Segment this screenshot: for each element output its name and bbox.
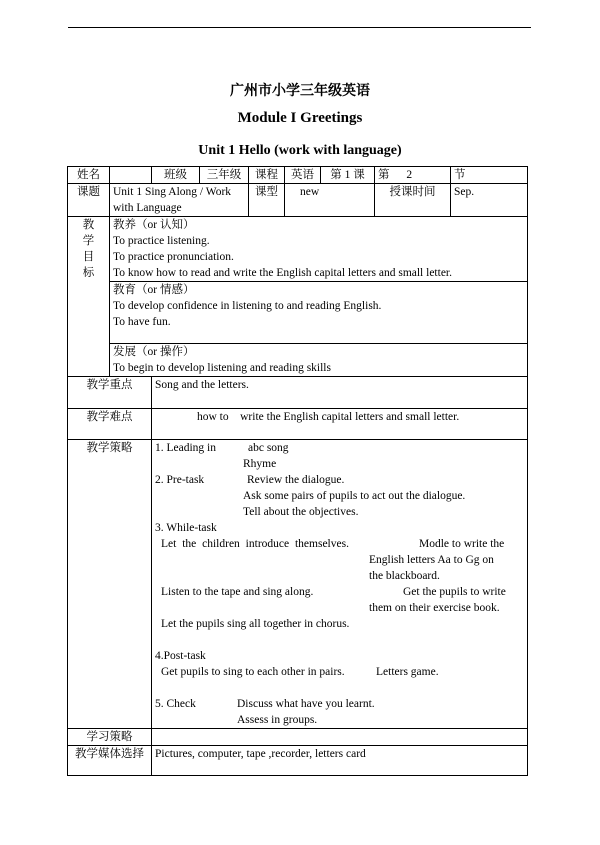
objectives-label-char: 目 [82,251,95,263]
step-activity: Assess in groups. [237,714,318,726]
objective-line: To practice pronunciation. [113,251,234,263]
whiletask-line [155,568,524,584]
step-activity: Get the pupils to write [403,586,506,598]
class-label: 班级 [152,167,200,184]
posttask-line [155,664,524,680]
class-value: 三年级 [200,167,249,184]
whiletask-line [155,616,524,632]
whiletask-line [155,520,524,536]
step-activity: abc song [248,442,289,454]
course-value: 英语 [285,167,321,184]
lesson-value: 第 1 课 [321,167,375,184]
step-activity: Ask some pairs of pupils to act out the dialogue. [243,490,466,502]
period-suffix: 节 [451,167,528,184]
topic-value [110,184,249,217]
step-activity: Get pupils to sing to each other in pairs. [161,666,345,678]
key-points-value: Song and the letters. [152,377,528,409]
name-value [110,167,152,184]
strategy-label: 教学策略 [68,440,152,729]
whiletask-line [155,584,524,600]
whiletask-line [155,600,524,616]
objective-knowledge [110,217,528,282]
step-activity: Let the children introduce themselves. [161,538,349,550]
pretask-line [155,488,524,504]
whiletask-line [155,552,524,568]
step-activity: the blackboard. [369,570,440,582]
objective-line: To practice listening. [113,235,210,247]
objectives-label [68,217,110,377]
spacer [155,632,524,648]
leading-line [155,440,524,456]
objectives-label-char: 标 [82,267,95,279]
objective-heading: 教养（or 认知） [113,219,195,231]
pretask-line [155,504,524,520]
difficulties-label: 教学难点 [68,409,152,440]
media-value: Pictures, computer, tape ,recorder, letters card [152,746,528,776]
period-prefix: 第 [378,169,390,181]
step-label: 3. While-task [155,522,217,534]
objectives-label-char: 学 [82,235,95,247]
strategy-row [68,440,528,729]
objective-emotion-row [68,282,528,344]
school-title: 广州市小学三年级英语 [230,84,370,99]
topic-label: 课题 [68,184,110,217]
period-cell [375,167,451,184]
name-label: 姓名 [68,167,110,184]
objective-line: To develop confidence in listening to and reading English. [113,300,382,312]
difficulties-text: how to write the English capital letters and small letter. [197,411,460,423]
objective-heading: 教育（or 情感） [113,284,195,296]
step-activity: Letters game. [376,666,439,678]
topic-line: with Language [113,202,182,214]
topic-line: Unit 1 Sing Along / Work [113,186,232,198]
learning-strategy-label: 学习策略 [68,729,152,746]
step-activity: English letters Aa to Gg on [369,554,494,566]
spacer [155,680,524,696]
module-title: Module I Greetings [237,110,363,126]
step-activity: Let the pupils sing all together in chorus. [161,618,350,630]
difficulties-row [68,409,528,440]
period-number: 2 [406,169,413,181]
objectives-label-char: 教 [82,219,95,231]
step-activity: Listen to the tape and sing along. [161,586,314,598]
objective-heading: 发展（or 操作） [113,346,195,358]
top-rule [68,27,531,28]
objective-emotion [110,282,528,344]
lesson-plan-table [67,166,528,776]
step-activity: them on their exercise book. [369,602,500,614]
time-label: 授课时间 [375,184,451,217]
key-points-row [68,377,528,409]
difficulties-value [152,409,528,440]
info-row [68,167,528,184]
topic-row [68,184,528,217]
step-label: 1. Leading in [155,442,216,454]
course-label: 课程 [249,167,285,184]
objective-knowledge-row [68,217,528,282]
learning-strategy-row [68,729,528,746]
step-label: 5. Check [155,698,196,710]
objective-skill-row [68,344,528,377]
learning-strategy-value [152,729,528,746]
pretask-line [155,472,524,488]
whiletask-line [155,536,524,552]
posttask-line [155,648,524,664]
step-label: 4.Post-task [155,650,206,662]
step-activity: Rhyme [243,458,277,470]
key-points-label: 教学重点 [68,377,152,409]
step-activity: Discuss what have you learnt. [237,698,375,710]
check-line [155,696,524,712]
step-activity: Review the dialogue. [247,474,345,486]
type-value [285,184,375,217]
time-value: Sep. [451,184,528,217]
type-label: 课型 [249,184,285,217]
objective-skill [110,344,528,377]
check-line [155,712,524,728]
step-activity: Modle to write the [419,538,505,550]
leading-line [155,456,524,472]
type-text: new [300,186,320,198]
strategy-content [152,440,528,729]
step-activity: Tell about the objectives. [243,506,359,518]
objective-line: To have fun. [113,316,171,328]
unit-title: Unit 1 Hello (work with language) [198,143,402,158]
objective-line: To begin to develop listening and reading skills [113,362,331,374]
objective-line: To know how to read and write the English capital letters and small letter. [113,267,452,279]
media-row [68,746,528,776]
media-label: 教学媒体选择 [68,746,152,776]
step-label: 2. Pre-task [155,474,205,486]
